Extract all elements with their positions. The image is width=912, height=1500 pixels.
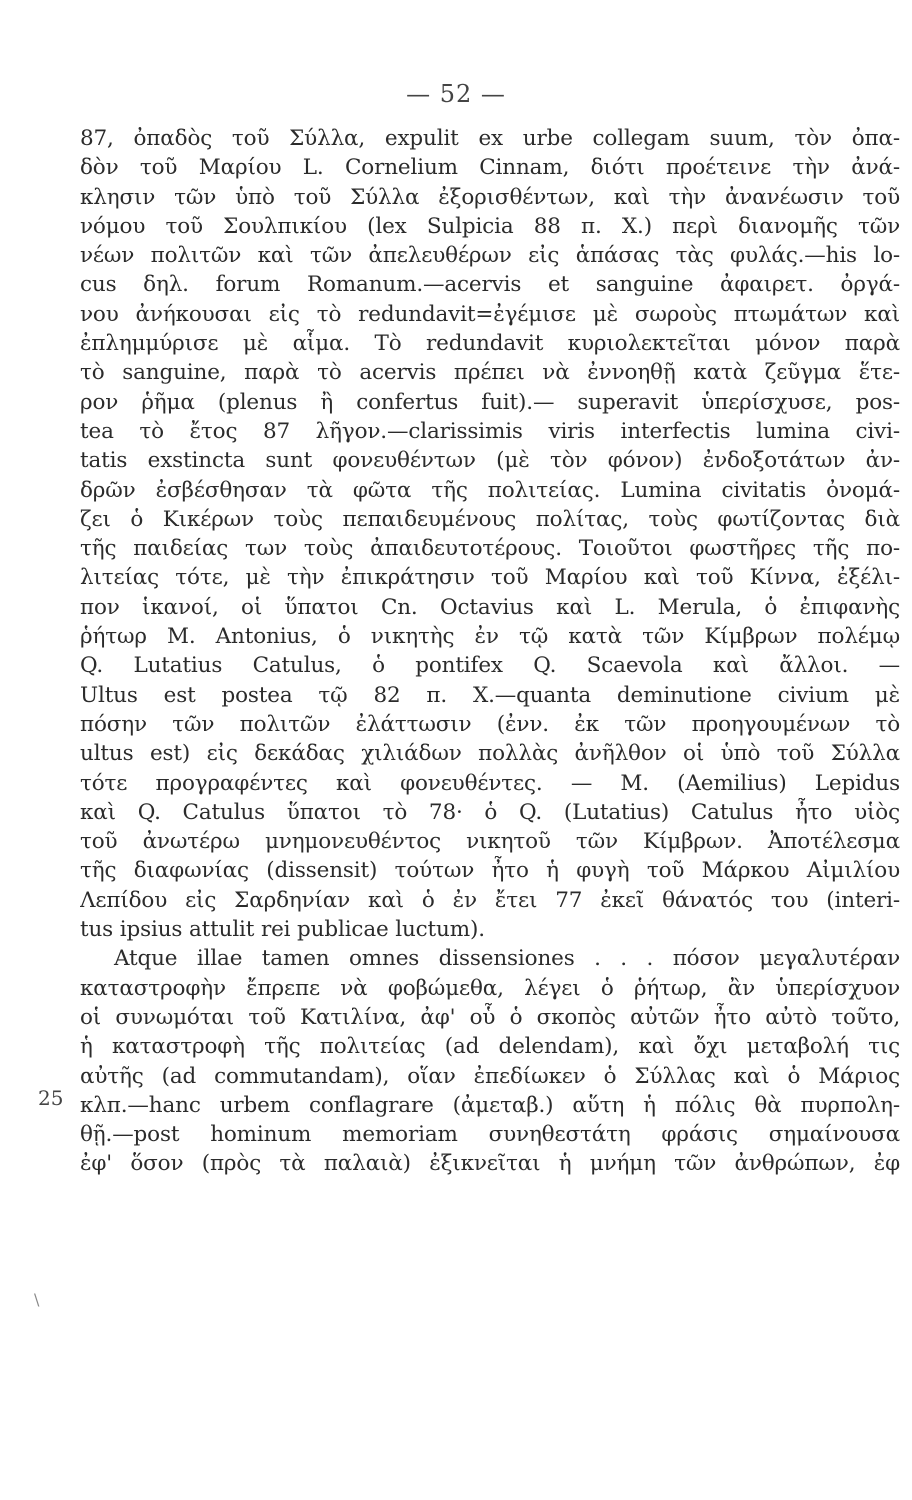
text-line: καταστροφὴν ἔπρεπε νὰ φοβώμεθα, λέγει ὁ ῥήτωρ, ἂν ὑπερίσχυον bbox=[80, 975, 900, 1001]
text-line: cus δηλ. forum Romanum.—acervis et sanguine ἀφαιρετ. ὀργά- bbox=[80, 272, 900, 298]
text-line: καὶ Q. Catulus ὕπατοι τὸ 78· ὁ Q. (Lutatius) Catulus ἦτο υἱὸς bbox=[80, 799, 900, 825]
text-line: tus ipsius attulit rei publicae luctum). bbox=[80, 917, 485, 943]
text-line: tatis exstincta sunt φονευθέντων (μὲ τὸν φόνον) ἐνδοξοτάτων ἀν- bbox=[80, 448, 900, 474]
text-line: δρῶν ἐσβέσθησαν τὰ φῶτα τῆς πολιτείας. Lumina civitatis ὀνομά- bbox=[80, 477, 900, 503]
text-line: τοῦ ἀνωτέρω μνημονευθέντος νικητοῦ τῶν Κίμβρων. Ἀποτέλεσμα bbox=[80, 829, 900, 855]
text-line: ῥήτωρ M. Antonius, ὁ νικητὴς ἐν τῷ κατὰ τῶν Κίμβρων πολέμῳ bbox=[80, 624, 900, 650]
text-line: τῆς παιδείας των τοὺς ἀπαιδευτοτέρους. Τοιοῦτοι φωστῆρες τῆς πο- bbox=[80, 536, 900, 562]
text-line: tea τὸ ἔτος 87 λῆγον.—clarissimis viris interfectis lumina civi- bbox=[80, 418, 900, 444]
text-line: ζει ὁ Κικέρων τοὺς πεπαιδευμένους πολίτας, τοὺς φωτίζοντας διὰ bbox=[80, 506, 900, 532]
text-line: νέων πολιτῶν καὶ τῶν ἀπελευθέρων εἰς ἁπάσας τὰς φυλάς.—his lo- bbox=[80, 243, 900, 269]
text-line: τῆς διαφωνίας (dissensit) τούτων ἦτο ἡ φυγὴ τοῦ Μάρκου Αἰμιλίου bbox=[80, 858, 900, 884]
text-line: ἐφ' ὅσον (πρὸς τὰ παλαιὰ) ἐξικνεῖται ἡ μνήμη τῶν ἀνθρώπων, ἐφ bbox=[80, 1151, 900, 1177]
text-line: τὸ sanguine, παρὰ τὸ acervis πρέπει νὰ ἐννοηθῇ κατὰ ζεῦγμα ἕτε- bbox=[80, 360, 900, 386]
text-line: νου ἀνήκουσαι εἰς τὸ redundavit=ἐγέμισε μὲ σωροὺς πτωμάτων καὶ bbox=[80, 301, 900, 327]
page-number: — 52 — bbox=[406, 80, 506, 108]
text-line: Ultus est postea τῷ 82 π. Χ.—quanta deminutione civium μὲ bbox=[80, 682, 900, 708]
text-line: νόμου τοῦ Σουλπικίου (lex Sulpicia 88 π. Χ.) περὶ διανομῆς τῶν bbox=[80, 213, 900, 239]
margin-line-number: 25 bbox=[38, 1086, 64, 1110]
text-line: θῇ.—post hominum memoriam συνηθεστάτη φράσις σημαίνουσα bbox=[80, 1122, 900, 1148]
text-line: Λεπίδου εἰς Σαρδηνίαν καὶ ὁ ἐν ἔτει 77 ἐκεῖ θάνατός του (interi- bbox=[80, 887, 900, 913]
text-line: ultus est) εἰς δεκάδας χιλιάδων πολλὰς ἀνῆλθον οἱ ὑπὸ τοῦ Σύλλα bbox=[80, 741, 900, 767]
text-line: αὐτῆς (ad commutandam), οἵαν ἐπεδίωκεν ὁ Σύλλας καὶ ὁ Μάριος bbox=[80, 1063, 900, 1089]
text-line: Q. Lutatius Catulus, ὁ pontifex Q. Scaevola καὶ ἄλλοι. — bbox=[80, 653, 900, 679]
text-line: ρον ῥῆμα (plenus ἢ confertus fuit).— superavit ὑπερίσχυσε, pos- bbox=[80, 389, 900, 415]
text-line: Atque illae tamen omnes dissensiones . . . πόσον μεγαλυτέραν bbox=[114, 946, 900, 972]
text-line: ἡ καταστροφὴ τῆς πολιτείας (ad delendam), καὶ ὄχι μεταβολή τις bbox=[80, 1034, 900, 1060]
text-line: τότε προγραφέντες καὶ φονευθέντες. — M. (Aemilius) Lepidus bbox=[80, 770, 900, 796]
text-line: 87, ὀπαδὸς τοῦ Σύλλα, expulit ex urbe collegam suum, τὸν ὀπα- bbox=[80, 126, 900, 151]
text-line: κλησιν τῶν ὑπὸ τοῦ Σύλλα ἐξορισθέντων, καὶ τὴν ἀνανέωσιν τοῦ bbox=[80, 184, 900, 210]
text-line: λιτείας τότε, μὲ τὴν ἐπικράτησιν τοῦ Μαρίου καὶ τοῦ Κίννα, ἐξέλι- bbox=[80, 565, 900, 591]
text-line: πόσην τῶν πολιτῶν ἐλάττωσιν (ἐνν. ἐκ τῶν προηγουμένων τὸ bbox=[80, 711, 900, 737]
margin-mark: \ bbox=[34, 1290, 40, 1309]
commentary-text bbox=[80, 124, 900, 1179]
text-line: πον ἱκανοί, οἱ ὕπατοι Cn. Octavius καὶ L. Merula, ὁ ἐπιφανὴς bbox=[80, 594, 900, 620]
text-line: δὸν τοῦ Μαρίου L. Cornelium Cinnam, διότι προέτεινε τὴν ἀνά- bbox=[80, 155, 900, 181]
text-line: ἐπλημμύρισε μὲ αἷμα. Τὸ redundavit κυριολεκτεῖται μόνον παρὰ bbox=[80, 331, 900, 357]
text-line: κλπ.—hanc urbem conflagrare (ἀμεταβ.) αὕτη ἡ πόλις θὰ πυρπολη- bbox=[80, 1092, 900, 1118]
text-line: οἱ συνωμόται τοῦ Κατιλίνα, ἀφ' οὗ ὁ σκοπὸς αὐτῶν ἦτο αὐτὸ τοῦτο, bbox=[80, 1004, 900, 1030]
